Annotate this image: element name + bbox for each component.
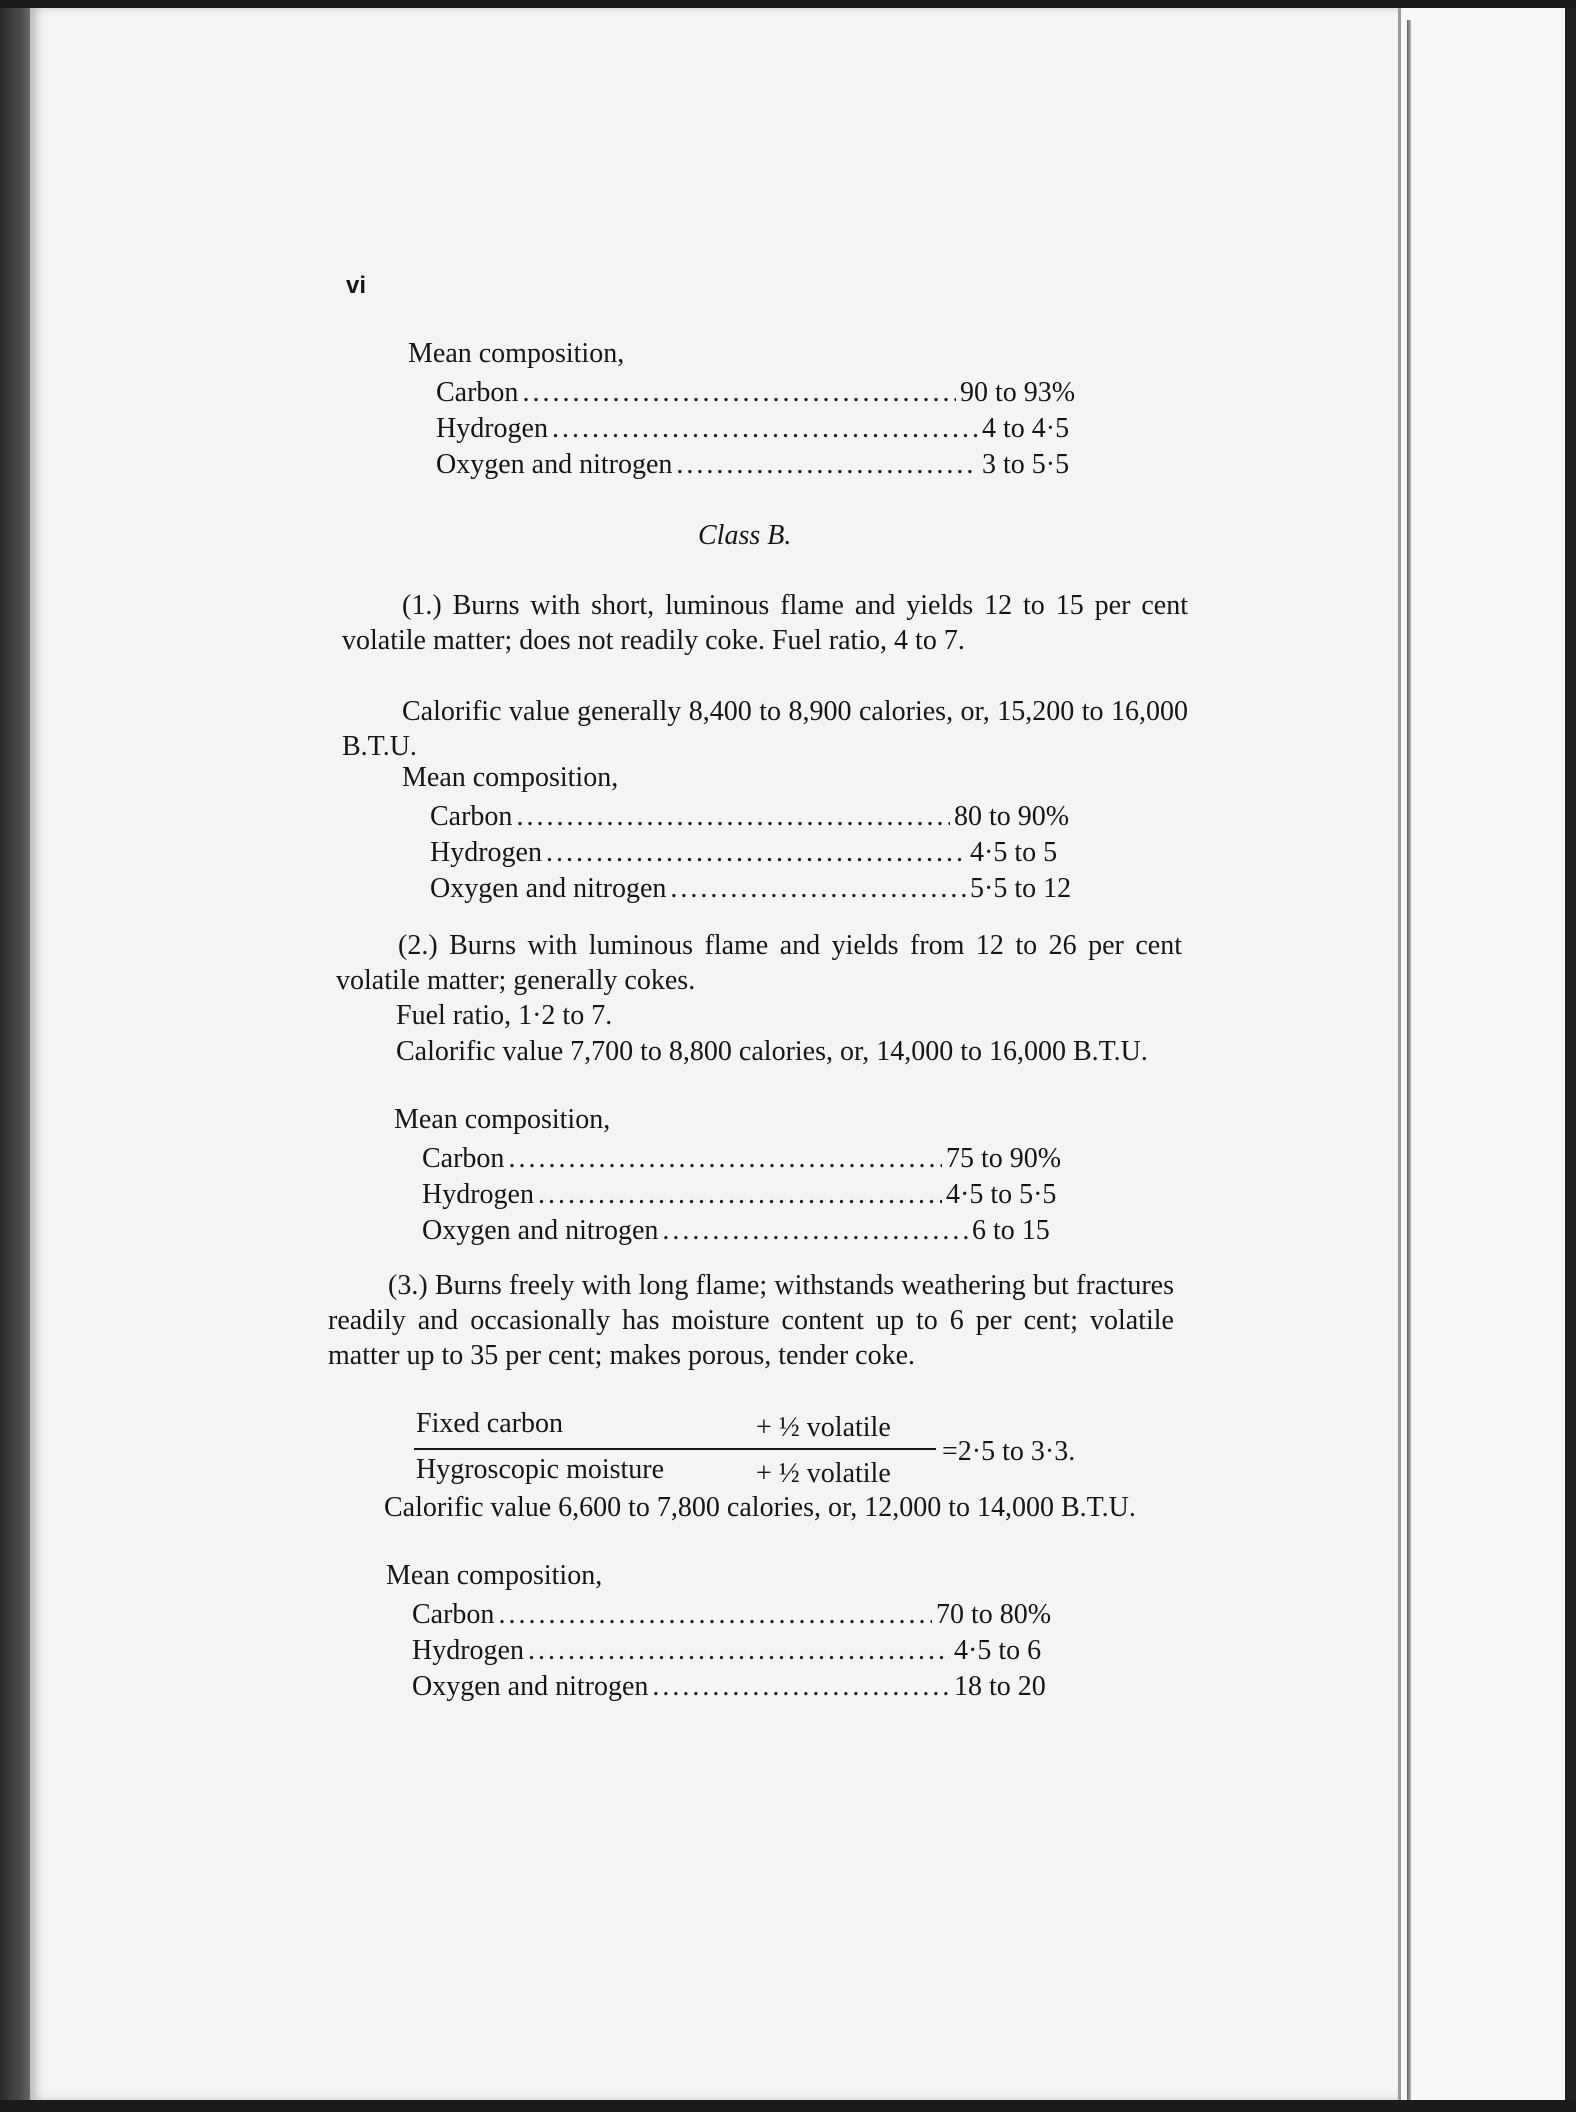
row-label: Carbon [422, 1143, 505, 1174]
row-label: Hydrogen [412, 1635, 524, 1666]
leader-dots [528, 1634, 950, 1668]
row-value: 4·5 to 5 [970, 837, 1058, 868]
section3-calorific-value: Calorific value 6,600 to 7,800 calories, or, 12,000 to 14,000 B.T.U. [384, 1492, 1136, 1523]
leader-dots [552, 412, 978, 446]
row-label: Carbon [412, 1599, 495, 1630]
row-label: Oxygen and nitrogen [430, 873, 667, 904]
row-value: 3 to 5·5 [982, 449, 1070, 480]
section2-calorific-value: Calorific value 7,700 to 8,800 calories, or, 14,000 to 16,000 B.T.U. [396, 1036, 1148, 1067]
formula-result: =2·5 to 3·3. [942, 1436, 1076, 1467]
row-value: 6 to 15 [972, 1215, 1050, 1246]
class-a-composition-heading: Mean composition, [408, 338, 625, 369]
row-value: 5·5 to 12 [970, 873, 1072, 904]
leader-dots [546, 836, 966, 870]
section2-row-hydrogen [422, 1178, 1092, 1212]
scan-bottom-edge [0, 2100, 1576, 2112]
leader-dots [538, 1178, 942, 1212]
row-label: Hydrogen [422, 1179, 534, 1210]
row-label: Oxygen and nitrogen [436, 449, 673, 480]
page-fold [1407, 20, 1411, 2100]
section3-composition-heading: Mean composition, [386, 1560, 603, 1591]
row-label: Oxygen and nitrogen [412, 1671, 649, 1702]
leader-dots [498, 1598, 932, 1632]
formula-denominator-volatile: + ½ volatile [756, 1458, 891, 1489]
row-label: Oxygen and nitrogen [422, 1215, 659, 1246]
leader-dots [516, 800, 950, 834]
leader-dots [662, 1214, 968, 1248]
leader-dots [652, 1670, 950, 1704]
page-number: vi [346, 272, 367, 299]
section1-row-carbon [430, 800, 1100, 834]
book-right-edge [1565, 0, 1576, 2112]
row-value: 90 to 93% [960, 377, 1076, 408]
section2-description: (2.) Burns with luminous flame and yields from 12 to 26 per cent volatile matter; generally cokes. [336, 930, 1182, 996]
section2-composition-heading: Mean composition, [394, 1104, 611, 1135]
section3-row-hydrogen [412, 1634, 1082, 1668]
row-label: Hydrogen [430, 837, 542, 868]
facing-page [1398, 0, 1571, 2112]
section3-row-oxygen-nitrogen [412, 1670, 1082, 1704]
row-value: 70 to 80% [936, 1599, 1052, 1630]
row-value: 18 to 20 [954, 1671, 1046, 1702]
section1-row-hydrogen [430, 836, 1100, 870]
section1-calorific-value: Calorific value generally 8,400 to 8,900 calories, or, 15,200 to 16,000 B.T.U. [342, 696, 1188, 762]
section3-row-carbon [412, 1598, 1082, 1632]
row-value: 80 to 90% [954, 801, 1070, 832]
formula-denominator-moisture: Hygroscopic moisture [416, 1454, 665, 1485]
row-label: Carbon [436, 377, 519, 408]
class-a-row-carbon [436, 376, 1106, 410]
formula-fraction-bar [414, 1448, 936, 1450]
class-b-title: Class B. [698, 520, 792, 551]
row-value: 4·5 to 6 [954, 1635, 1042, 1666]
leader-dots [508, 1142, 942, 1176]
section2-fuel-ratio: Fuel ratio, 1·2 to 7. [396, 1000, 613, 1031]
class-a-row-oxygen-nitrogen [436, 448, 1106, 482]
section2-row-carbon [422, 1142, 1092, 1176]
row-label: Carbon [430, 801, 513, 832]
formula-numerator-fixed-carbon: Fixed carbon [416, 1408, 563, 1439]
section3-description: (3.) Burns freely with long flame; withstands weathering but fractures readily and occasionally has moisture content up to 6 per cent; volatile matter up to 35 per cent; makes porous, tender coke. [328, 1270, 1174, 1371]
section1-row-oxygen-nitrogen [430, 872, 1100, 906]
section1-description: (1.) Burns with short, luminous flame and yields 12 to 15 per cent volatile matter; does not readily coke. Fuel ratio, 4 to 7. [342, 590, 1188, 656]
row-value: 4 to 4·5 [982, 413, 1070, 444]
leader-dots [670, 872, 966, 906]
leader-dots [522, 376, 956, 410]
scan-top-edge [0, 0, 1576, 8]
row-value: 4·5 to 5·5 [946, 1179, 1057, 1210]
section1-composition-heading: Mean composition, [402, 762, 619, 793]
class-a-row-hydrogen [436, 412, 1106, 446]
row-label: Hydrogen [436, 413, 548, 444]
leader-dots [676, 448, 978, 482]
formula-numerator-volatile: + ½ volatile [756, 1412, 891, 1443]
row-value: 75 to 90% [946, 1143, 1062, 1174]
section2-row-oxygen-nitrogen [422, 1214, 1092, 1248]
